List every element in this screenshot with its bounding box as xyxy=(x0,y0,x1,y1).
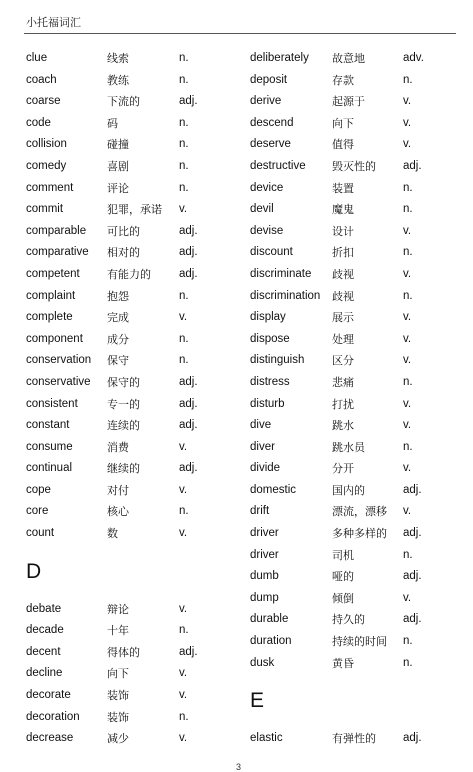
vocab-part-of-speech: adj. xyxy=(403,483,422,496)
vocab-translation: 对付 xyxy=(107,483,129,497)
vocab-entry xyxy=(26,707,236,729)
vocab-word: consume xyxy=(26,440,73,453)
vocab-translation: 连续的 xyxy=(107,419,140,433)
section-letter-e: E xyxy=(250,689,265,713)
vocab-word: component xyxy=(26,332,83,345)
vocab-translation: 折扣 xyxy=(332,246,354,260)
vocab-part-of-speech: n. xyxy=(403,375,413,388)
vocab-part-of-speech: adj. xyxy=(179,462,198,475)
vocab-entry xyxy=(250,394,460,416)
vocab-translation: 码 xyxy=(107,116,118,130)
vocab-entry xyxy=(250,437,460,459)
vocab-word: decrease xyxy=(26,732,74,745)
vocab-entry xyxy=(250,588,460,610)
vocab-entry xyxy=(26,156,236,178)
vocab-translation: 歧视 xyxy=(332,289,354,303)
vocab-entry xyxy=(250,156,460,178)
vocab-translation: 毁灭性的 xyxy=(332,159,376,173)
vocab-part-of-speech: v. xyxy=(403,354,412,367)
header-rule xyxy=(24,33,456,34)
vocab-part-of-speech: n. xyxy=(403,440,413,453)
vocab-part-of-speech: n. xyxy=(403,181,413,194)
vocab-part-of-speech: v. xyxy=(179,440,188,453)
vocab-part-of-speech: n. xyxy=(179,710,189,723)
vocab-part-of-speech: n. xyxy=(403,289,413,302)
vocab-part-of-speech: v. xyxy=(403,267,412,280)
vocab-entry xyxy=(250,653,460,675)
vocab-part-of-speech: adj. xyxy=(179,95,198,108)
vocab-part-of-speech: adj. xyxy=(179,397,198,410)
vocab-translation: 得体的 xyxy=(107,645,140,659)
vocab-translation: 犯罪，承诺 xyxy=(107,203,162,217)
vocab-word: competent xyxy=(26,267,80,280)
vocab-word: divide xyxy=(250,462,281,475)
vocab-word: duration xyxy=(250,635,292,648)
right-column xyxy=(250,48,460,750)
vocab-translation: 相对的 xyxy=(107,246,140,260)
vocab-translation: 核心 xyxy=(107,505,129,519)
vocab-translation: 有弹性的 xyxy=(332,732,376,746)
vocab-entry xyxy=(250,264,460,286)
vocab-word: discriminate xyxy=(250,267,312,280)
vocab-translation: 保守的 xyxy=(107,375,140,389)
vocab-word: consistent xyxy=(26,397,78,410)
d-entry-list xyxy=(26,599,236,750)
vocab-translation: 教练 xyxy=(107,73,129,87)
vocab-part-of-speech: v. xyxy=(403,311,412,324)
vocab-translation: 魔鬼 xyxy=(332,203,354,217)
vocab-entry xyxy=(26,70,236,92)
vocab-translation: 完成 xyxy=(107,311,129,325)
vocab-entry xyxy=(250,70,460,92)
vocab-part-of-speech: n. xyxy=(179,181,189,194)
vocab-part-of-speech: adj. xyxy=(179,419,198,432)
vocab-part-of-speech: v. xyxy=(179,311,188,324)
section-letter-d: D xyxy=(26,559,42,583)
vocab-translation: 数 xyxy=(107,527,118,541)
vocab-translation: 装饰 xyxy=(107,689,129,703)
vocab-entry xyxy=(250,48,460,70)
vocab-word: display xyxy=(250,311,286,324)
vocab-translation: 漂流，漂移 xyxy=(332,505,387,519)
vocab-word: durable xyxy=(250,613,289,626)
vocab-word: decline xyxy=(26,667,63,680)
vocab-entry xyxy=(250,113,460,135)
vocab-word: driver xyxy=(250,548,279,561)
vocab-word: comment xyxy=(26,181,74,194)
vocab-translation: 线索 xyxy=(107,52,129,65)
vocab-translation: 评论 xyxy=(107,181,129,195)
vocab-part-of-speech: adj. xyxy=(179,645,198,658)
c-entry-list xyxy=(26,48,236,545)
vocab-entry xyxy=(250,329,460,351)
vocab-word: comedy xyxy=(26,159,67,172)
vocab-entry xyxy=(250,458,460,480)
vocab-word: constant xyxy=(26,419,70,432)
vocab-entry xyxy=(26,286,236,308)
vocab-word: disturb xyxy=(250,397,285,410)
vocab-word: commit xyxy=(26,203,64,216)
e-entry-list xyxy=(250,728,460,750)
vocab-entry xyxy=(26,113,236,135)
vocab-word: coarse xyxy=(26,95,61,108)
vocab-word: deliberately xyxy=(250,52,309,64)
vocab-part-of-speech: v. xyxy=(403,138,412,151)
vocab-part-of-speech: adj. xyxy=(403,570,422,583)
vocab-translation: 向下 xyxy=(332,116,354,130)
vocab-translation: 消费 xyxy=(107,440,129,454)
vocab-entry xyxy=(26,458,236,480)
vocab-part-of-speech: n. xyxy=(179,332,189,345)
vocab-word: dumb xyxy=(250,570,279,583)
vocab-translation: 成分 xyxy=(107,332,129,346)
document-header-title: 小托福词汇 xyxy=(26,16,81,29)
vocab-part-of-speech: v. xyxy=(403,591,412,604)
vocab-word: coach xyxy=(26,73,57,86)
vocab-translation: 持久的 xyxy=(332,613,365,627)
vocab-word: destructive xyxy=(250,159,306,172)
vocab-word: collision xyxy=(26,138,67,151)
vocab-entry xyxy=(250,91,460,113)
vocab-word: core xyxy=(26,505,49,518)
vocab-word: comparative xyxy=(26,246,89,259)
vocab-entry xyxy=(250,523,460,545)
vocab-translation: 展示 xyxy=(332,311,354,325)
vocab-entry xyxy=(26,728,236,750)
vocab-translation: 可比的 xyxy=(107,224,140,238)
vocab-entry xyxy=(26,663,236,685)
vocab-translation: 跳水 xyxy=(332,419,354,433)
vocab-translation: 存款 xyxy=(332,73,354,87)
vocab-part-of-speech: n. xyxy=(179,52,189,64)
vocab-word: derive xyxy=(250,95,282,108)
vocab-entry xyxy=(26,199,236,221)
vocab-translation: 分开 xyxy=(332,462,354,476)
vocab-entry xyxy=(26,501,236,523)
vocab-word: clue xyxy=(26,52,48,64)
vocab-entry xyxy=(26,599,236,621)
vocab-translation: 装置 xyxy=(332,181,354,195)
vocab-entry xyxy=(250,242,460,264)
vocab-part-of-speech: v. xyxy=(179,689,188,702)
vocab-part-of-speech: adj. xyxy=(179,246,198,259)
vocab-translation: 有能力的 xyxy=(107,267,151,281)
vocab-entry xyxy=(26,685,236,707)
vocab-part-of-speech: v. xyxy=(179,667,188,680)
vocab-part-of-speech: n. xyxy=(403,73,413,86)
vocab-part-of-speech: n. xyxy=(179,138,189,151)
vocab-entry xyxy=(250,609,460,631)
vocab-translation: 处理 xyxy=(332,332,354,346)
vocab-entry xyxy=(26,221,236,243)
vocab-word: conservative xyxy=(26,375,91,388)
vocab-part-of-speech: adj. xyxy=(403,527,422,540)
vocab-part-of-speech: v. xyxy=(179,732,188,745)
vocab-entry xyxy=(250,134,460,156)
vocab-word: discrimination xyxy=(250,289,321,302)
vocab-entry xyxy=(26,48,236,70)
vocab-word: distress xyxy=(250,375,290,388)
vocab-word: count xyxy=(26,527,55,540)
vocab-word: domestic xyxy=(250,483,297,496)
vocab-entry xyxy=(250,372,460,394)
vocab-entry xyxy=(250,199,460,221)
vocab-entry xyxy=(250,415,460,437)
vocab-translation: 专一的 xyxy=(107,397,140,411)
vocab-word: continual xyxy=(26,462,73,475)
vocab-translation: 司机 xyxy=(332,548,354,562)
vocab-part-of-speech: v. xyxy=(403,224,412,237)
vocab-translation: 下流的 xyxy=(107,95,140,109)
vocab-word: distinguish xyxy=(250,354,305,367)
vocab-word: devil xyxy=(250,203,274,216)
vocab-translation: 倾倒 xyxy=(332,591,354,605)
vocab-word: drift xyxy=(250,505,270,518)
vocab-entry xyxy=(26,642,236,664)
vocab-translation: 哑的 xyxy=(332,570,354,584)
vocab-word: decoration xyxy=(26,710,80,723)
vocab-word: decent xyxy=(26,645,61,658)
vocab-entry xyxy=(250,728,460,750)
vocab-part-of-speech: adj. xyxy=(403,159,422,172)
vocab-entry xyxy=(26,242,236,264)
vocab-part-of-speech: adj. xyxy=(179,267,198,280)
vocab-part-of-speech: v. xyxy=(403,332,412,345)
vocab-word: comparable xyxy=(26,224,87,237)
vocab-entry xyxy=(250,566,460,588)
vocab-word: deserve xyxy=(250,138,291,151)
vocab-translation: 十年 xyxy=(107,624,129,638)
vocab-entry xyxy=(250,545,460,567)
vocab-entry xyxy=(250,178,460,200)
vocab-entry xyxy=(26,394,236,416)
vocab-translation: 国内的 xyxy=(332,483,365,497)
vocab-translation: 值得 xyxy=(332,138,354,152)
vocab-word: dusk xyxy=(250,656,275,669)
vocab-entry xyxy=(26,307,236,329)
vocab-entry xyxy=(26,523,236,545)
vocab-translation: 碰撞 xyxy=(107,138,129,152)
vocab-translation: 起源于 xyxy=(332,95,365,109)
vocab-word: device xyxy=(250,181,284,194)
vocab-part-of-speech: v. xyxy=(403,505,412,518)
vocab-part-of-speech: adv. xyxy=(403,52,424,64)
vocab-part-of-speech: n. xyxy=(179,73,189,86)
vocab-entry xyxy=(250,631,460,653)
vocab-entry xyxy=(250,307,460,329)
vocab-translation: 跳水员 xyxy=(332,440,365,454)
vocab-translation: 向下 xyxy=(107,667,129,681)
vocab-translation: 多种多样的 xyxy=(332,527,387,541)
vocab-translation: 保守 xyxy=(107,354,129,368)
vocab-translation: 继续的 xyxy=(107,462,140,476)
vocab-translation: 抱怨 xyxy=(107,289,129,303)
vocab-translation: 歧视 xyxy=(332,267,354,281)
vocab-translation: 设计 xyxy=(332,224,354,238)
vocab-word: conservation xyxy=(26,354,92,367)
vocab-part-of-speech: v. xyxy=(179,602,188,615)
vocab-part-of-speech: v. xyxy=(179,203,188,216)
vocab-word: cope xyxy=(26,483,51,496)
vocab-word: driver xyxy=(250,527,279,540)
vocab-word: devise xyxy=(250,224,284,237)
vocab-translation: 持续的时间 xyxy=(332,635,387,649)
vocab-part-of-speech: n. xyxy=(403,635,413,648)
vocab-part-of-speech: v. xyxy=(403,397,412,410)
vocab-word: diver xyxy=(250,440,275,453)
vocab-word: dispose xyxy=(250,332,290,345)
vocab-part-of-speech: adj. xyxy=(179,224,198,237)
vocab-entry xyxy=(26,480,236,502)
vocab-entry xyxy=(26,91,236,113)
vocab-word: code xyxy=(26,116,51,129)
vocab-word: deposit xyxy=(250,73,288,86)
vocab-translation: 悲痛 xyxy=(332,375,354,389)
vocab-entry xyxy=(250,501,460,523)
vocab-word: complete xyxy=(26,311,73,324)
vocab-part-of-speech: n. xyxy=(179,505,189,518)
vocab-entry xyxy=(250,221,460,243)
vocab-entry xyxy=(26,329,236,351)
vocab-translation: 辩论 xyxy=(107,602,129,616)
vocab-word: debate xyxy=(26,602,62,615)
vocab-part-of-speech: v. xyxy=(179,527,188,540)
left-column xyxy=(26,48,236,750)
vocab-word: decade xyxy=(26,624,64,637)
vocab-entry xyxy=(26,134,236,156)
vocab-word: decorate xyxy=(26,689,71,702)
vocab-word: discount xyxy=(250,246,293,259)
vocab-entry xyxy=(250,480,460,502)
d-entry-list-continued xyxy=(250,48,460,674)
vocab-entry xyxy=(250,286,460,308)
vocab-part-of-speech: n. xyxy=(403,246,413,259)
vocab-part-of-speech: v. xyxy=(403,419,412,432)
vocab-part-of-speech: v. xyxy=(179,483,188,496)
vocab-translation: 减少 xyxy=(107,732,129,746)
vocab-part-of-speech: n. xyxy=(179,624,189,637)
vocab-part-of-speech: n. xyxy=(179,116,189,129)
vocab-part-of-speech: adj. xyxy=(403,613,422,626)
vocab-word: elastic xyxy=(250,732,283,745)
vocab-entry xyxy=(26,178,236,200)
vocab-word: complaint xyxy=(26,289,76,302)
vocab-translation: 打扰 xyxy=(332,397,354,411)
vocab-entry xyxy=(26,350,236,372)
vocab-part-of-speech: n. xyxy=(179,354,189,367)
vocab-translation: 黄昏 xyxy=(332,656,354,670)
vocab-entry xyxy=(26,620,236,642)
vocab-part-of-speech: v. xyxy=(403,95,412,108)
vocab-part-of-speech: n. xyxy=(403,203,413,216)
vocab-part-of-speech: adj. xyxy=(179,375,198,388)
vocab-entry xyxy=(26,415,236,437)
vocab-part-of-speech: v. xyxy=(403,116,412,129)
vocab-translation: 装饰 xyxy=(107,710,129,724)
vocab-word: dump xyxy=(250,591,279,604)
vocab-part-of-speech: v. xyxy=(403,462,412,475)
vocab-translation: 区分 xyxy=(332,354,354,368)
vocab-word: dive xyxy=(250,419,272,432)
vocab-part-of-speech: adj. xyxy=(403,732,422,745)
vocab-translation: 喜剧 xyxy=(107,159,129,173)
vocab-part-of-speech: n. xyxy=(179,289,189,302)
vocab-entry xyxy=(250,350,460,372)
vocab-translation: 故意地 xyxy=(332,52,365,65)
vocab-entry xyxy=(26,372,236,394)
vocab-part-of-speech: n. xyxy=(403,548,413,561)
vocab-word: descend xyxy=(250,116,294,129)
page-number: 3 xyxy=(236,762,242,772)
vocab-part-of-speech: n. xyxy=(179,159,189,172)
vocab-entry xyxy=(26,437,236,459)
vocab-entry xyxy=(26,264,236,286)
vocab-part-of-speech: n. xyxy=(403,656,413,669)
